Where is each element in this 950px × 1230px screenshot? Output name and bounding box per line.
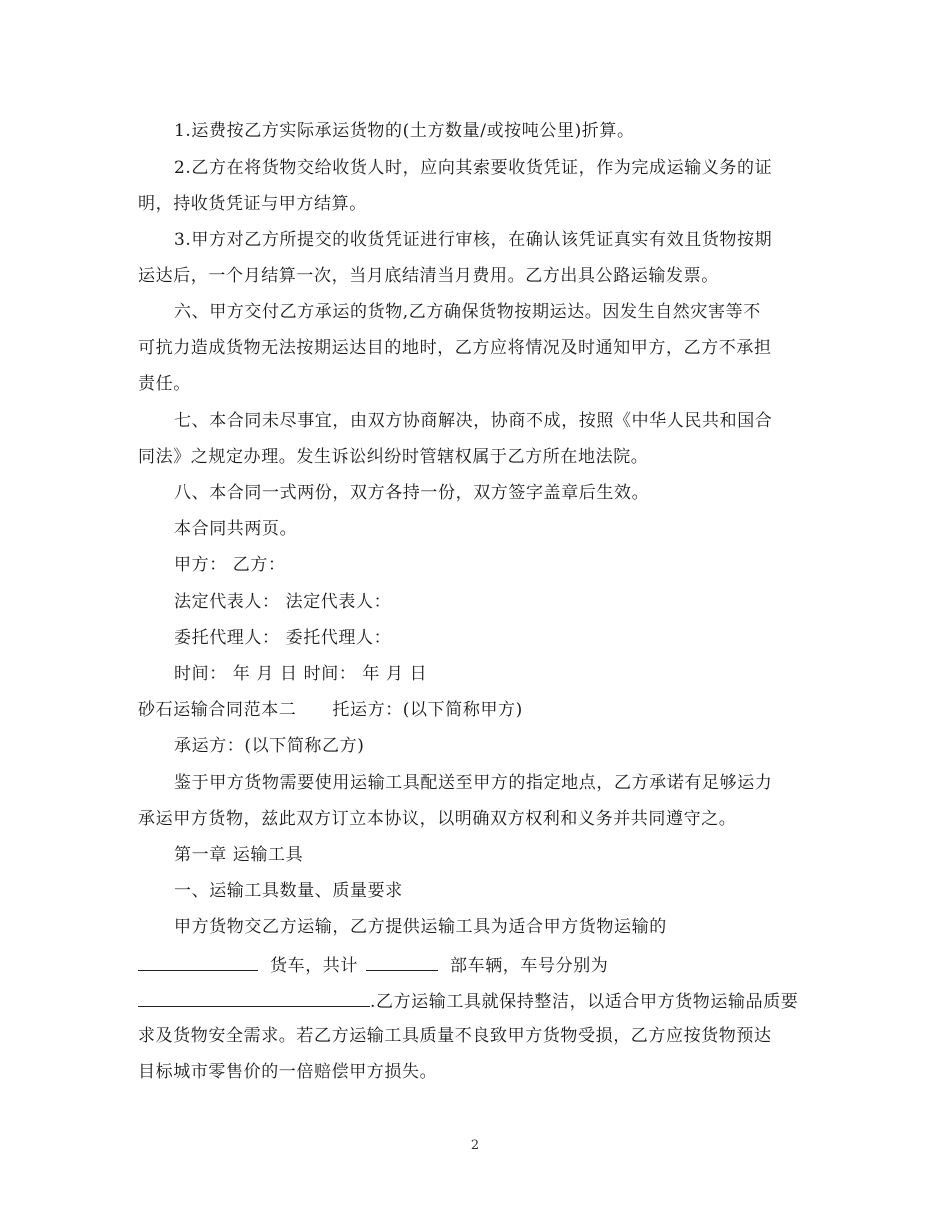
fill-in-line xyxy=(0,952,950,978)
text-line: 3.甲方对乙方所提交的收货凭证进行审核，在确认该凭证真实有效且货物按期 xyxy=(174,230,773,250)
text-line: 承运方：(以下简称乙方) xyxy=(174,736,365,756)
text-line: 求及货物安全需求。若乙方运输工具质量不良致甲方货物受损，乙方应按货物预达 xyxy=(138,1026,772,1046)
section-heading-line xyxy=(0,698,950,722)
page-number: 2 xyxy=(470,1138,480,1153)
text-line: 甲方货物交乙方运输，乙方提供运输工具为适合甲方货物运输的 xyxy=(174,917,667,937)
text-line: 承运甲方货物，兹此双方订立本协议，以明确双方权利和义务并共同遵守之。 xyxy=(138,809,737,829)
signature-line: 甲方： 乙方： xyxy=(174,555,286,575)
text-line: 目标城市零售价的一倍赔偿甲方损失。 xyxy=(138,1062,438,1082)
chapter-heading: 第一章 运输工具 xyxy=(174,845,304,865)
text-line: 六、甲方交付乙方承运的货物,乙方确保货物按期运达。因发生自然灾害等不 xyxy=(174,302,761,322)
text-fragment: .乙方运输工具就保持整洁，以适合甲方货物运输品质要 xyxy=(370,992,799,1012)
contract-title: 砂石运输合同范本二 xyxy=(138,700,297,720)
signature-line: 法定代表人： 法定代表人： xyxy=(174,592,392,612)
fill-in-line xyxy=(0,988,950,1014)
text-line: 可抗力造成货物无法按期运达目的地时，乙方应将情况及时通知甲方，乙方不承担 xyxy=(138,338,772,358)
text-line: 同法》之规定办理。发生诉讼纠纷时管辖权属于乙方所在地法院。 xyxy=(138,447,649,467)
text-line: 责任。 xyxy=(138,374,191,394)
section-heading: 一、运输工具数量、质量要求 xyxy=(174,881,403,901)
text-line: 本合同共两页。 xyxy=(174,519,298,539)
text-fragment: 部车辆，车号分别为 xyxy=(450,956,609,976)
text-line: 七、本合同未尽事宜，由双方协商解决，协商不成，按照《中华人民共和国合 xyxy=(174,411,773,431)
text-line: 八、本合同一式两份，双方各持一份，双方签字盖章后生效。 xyxy=(174,483,650,503)
signature-line: 委托代理人： 委托代理人： xyxy=(174,628,392,648)
text-line: 鉴于甲方货物需要使用运输工具配送至甲方的指定地点，乙方承诺有足够运力 xyxy=(174,773,773,793)
text-fragment: 货车，共计 xyxy=(270,956,358,976)
truck-type-blank xyxy=(138,952,258,971)
text-line: 运达后，一个月结算一次，当月底结清当月费用。乙方出具公路运输发票。 xyxy=(138,266,719,286)
text-line: 2.乙方在将货物交给收货人时，应向其索要收货凭证，作为完成运输义务的证 xyxy=(174,158,773,178)
shipper-label: 托运方：(以下简称甲方) xyxy=(332,700,523,720)
text-line: 明，持收货凭证与甲方结算。 xyxy=(138,194,367,214)
plate-numbers-blank xyxy=(138,988,370,1007)
text-line: 1.运费按乙方实际承运货物的(土方数量/或按吨公里)折算。 xyxy=(174,121,635,141)
truck-count-blank xyxy=(366,952,438,971)
signature-line: 时间： 年 月 日 时间： 年 月 日 xyxy=(174,664,428,684)
